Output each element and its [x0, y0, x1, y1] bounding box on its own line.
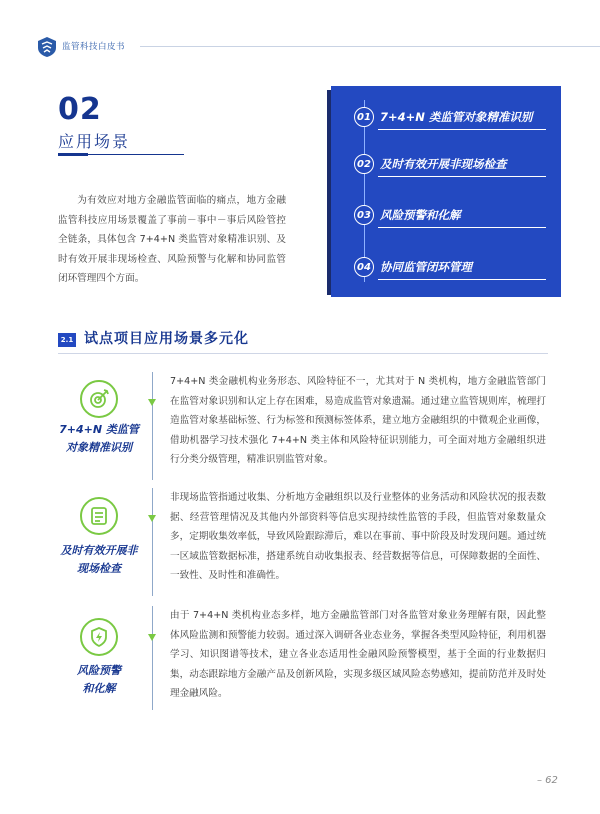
- row-marker: [148, 634, 156, 641]
- shield-lightning-icon: [80, 618, 118, 656]
- panel-item-number: 02: [354, 154, 374, 174]
- panel-item-underline: [378, 227, 546, 228]
- panel-item-underline: [378, 279, 546, 280]
- row-label-line: 风险预警: [77, 664, 121, 677]
- logo-icon: [36, 36, 58, 58]
- panel-item-label: 协同监管闭环管理: [380, 260, 472, 274]
- panel-item-3: [354, 202, 461, 228]
- row-marker: [148, 399, 156, 406]
- panel-item-label: 及时有效开展非现场检查: [380, 157, 507, 171]
- row-label-line: 及时有效开展非: [60, 544, 138, 557]
- section-title: 试点项目应用场景多元化: [84, 331, 249, 347]
- row-label-2: [44, 542, 154, 578]
- panel-item-number: 03: [354, 205, 374, 225]
- panel-item-underline: [378, 176, 546, 177]
- panel-item-2: [354, 151, 507, 177]
- page-number: – 62: [537, 775, 558, 786]
- panel-item-number: 01: [354, 107, 374, 127]
- header-divider: [140, 46, 600, 47]
- row-divider-line: [152, 606, 153, 710]
- panel-item-number: 04: [354, 257, 374, 277]
- panel-item-4: [354, 254, 472, 280]
- section-divider: [58, 353, 548, 354]
- panel-item-underline: [378, 129, 546, 130]
- row-label-line: 7+4+N 类监管: [59, 423, 139, 436]
- header-title: 监管科技白皮书: [62, 42, 126, 52]
- panel-item-label: 风险预警和化解: [380, 208, 461, 222]
- row-label-line: 现场检查: [77, 562, 121, 575]
- chart-document-icon: [80, 497, 118, 535]
- panel-item-label: 7+4+N 类监管对象精准识别: [380, 110, 533, 124]
- chapter-number: 02: [58, 92, 102, 127]
- row-divider-line: [152, 372, 153, 480]
- target-dart-icon: [80, 380, 118, 418]
- panel-item-1: [354, 104, 532, 130]
- row-label-1: [44, 421, 154, 457]
- chapter-underline-accent: [58, 153, 88, 156]
- row-label-3: [44, 662, 154, 698]
- row-text-1: 7+4+N 类金融机构业务形态、风险特征不一，尤其对于 N 类机构，地方金融监管部门在监管对象识别和认定上存在困难，易造成监管对象遗漏。通过建立监管规则库，梳理打造监管对象基础标签、行为标签和预测标签体系，建立地方金融组织的中微观企业画像，借助机器学习技术强化 7+4+N 类主体和风险特征识别能力，可全面对地方金融组织进行分类分级管理，精准识别监管对象。: [170, 376, 546, 466]
- row-text-3: 由于 7+4+N 类机构业态多样，地方金融监管部门对各监管对象业务理解有限，因此整体风险监测和预警能力较弱。通过深入调研各业态业务，掌握各类型风险特征，利用机器学习、知识图谱等技术，建立各业态适用性金融风险预警模型，基于全面的行业数据归集，动态跟踪地方金融产品及创新风险，实现多级区域风险态势感知，提前防范并及时处理金融风险。: [170, 610, 546, 700]
- chapter-intro: 为有效应对地方金融监管面临的痛点，地方金融监管科技应用场景覆盖了事前－事中－事后风险管控全链条，具体包含 7+4+N 类监管对象精准识别、及时有效开展非现场检查、风险预警与化解和协同监管闭环管理四个方面。: [58, 195, 286, 285]
- section-badge: 2.1: [58, 333, 76, 347]
- row-divider-line: [152, 488, 153, 596]
- row-marker: [148, 515, 156, 522]
- row-text-2: 非现场监管指通过收集、分析地方金融组织以及行业整体的业务活动和风险状况的报表数据、经营管理情况及其他内外部资料等信息实现持续性监管的手段，但监管对象数量众多，定期收集效率低，导致风险跟踪滞后，难以在事前、事中阶段及时发现问题。通过统一区域监管数据标准，搭建系统自动收集报表、经营数据等信息，可保障数据的全面性、一致性、及时性和准确性。: [170, 492, 546, 582]
- chapter-title: 应用场景: [58, 132, 131, 151]
- row-label-line: 和化解: [82, 682, 116, 695]
- row-label-line: 对象精准识别: [66, 441, 132, 454]
